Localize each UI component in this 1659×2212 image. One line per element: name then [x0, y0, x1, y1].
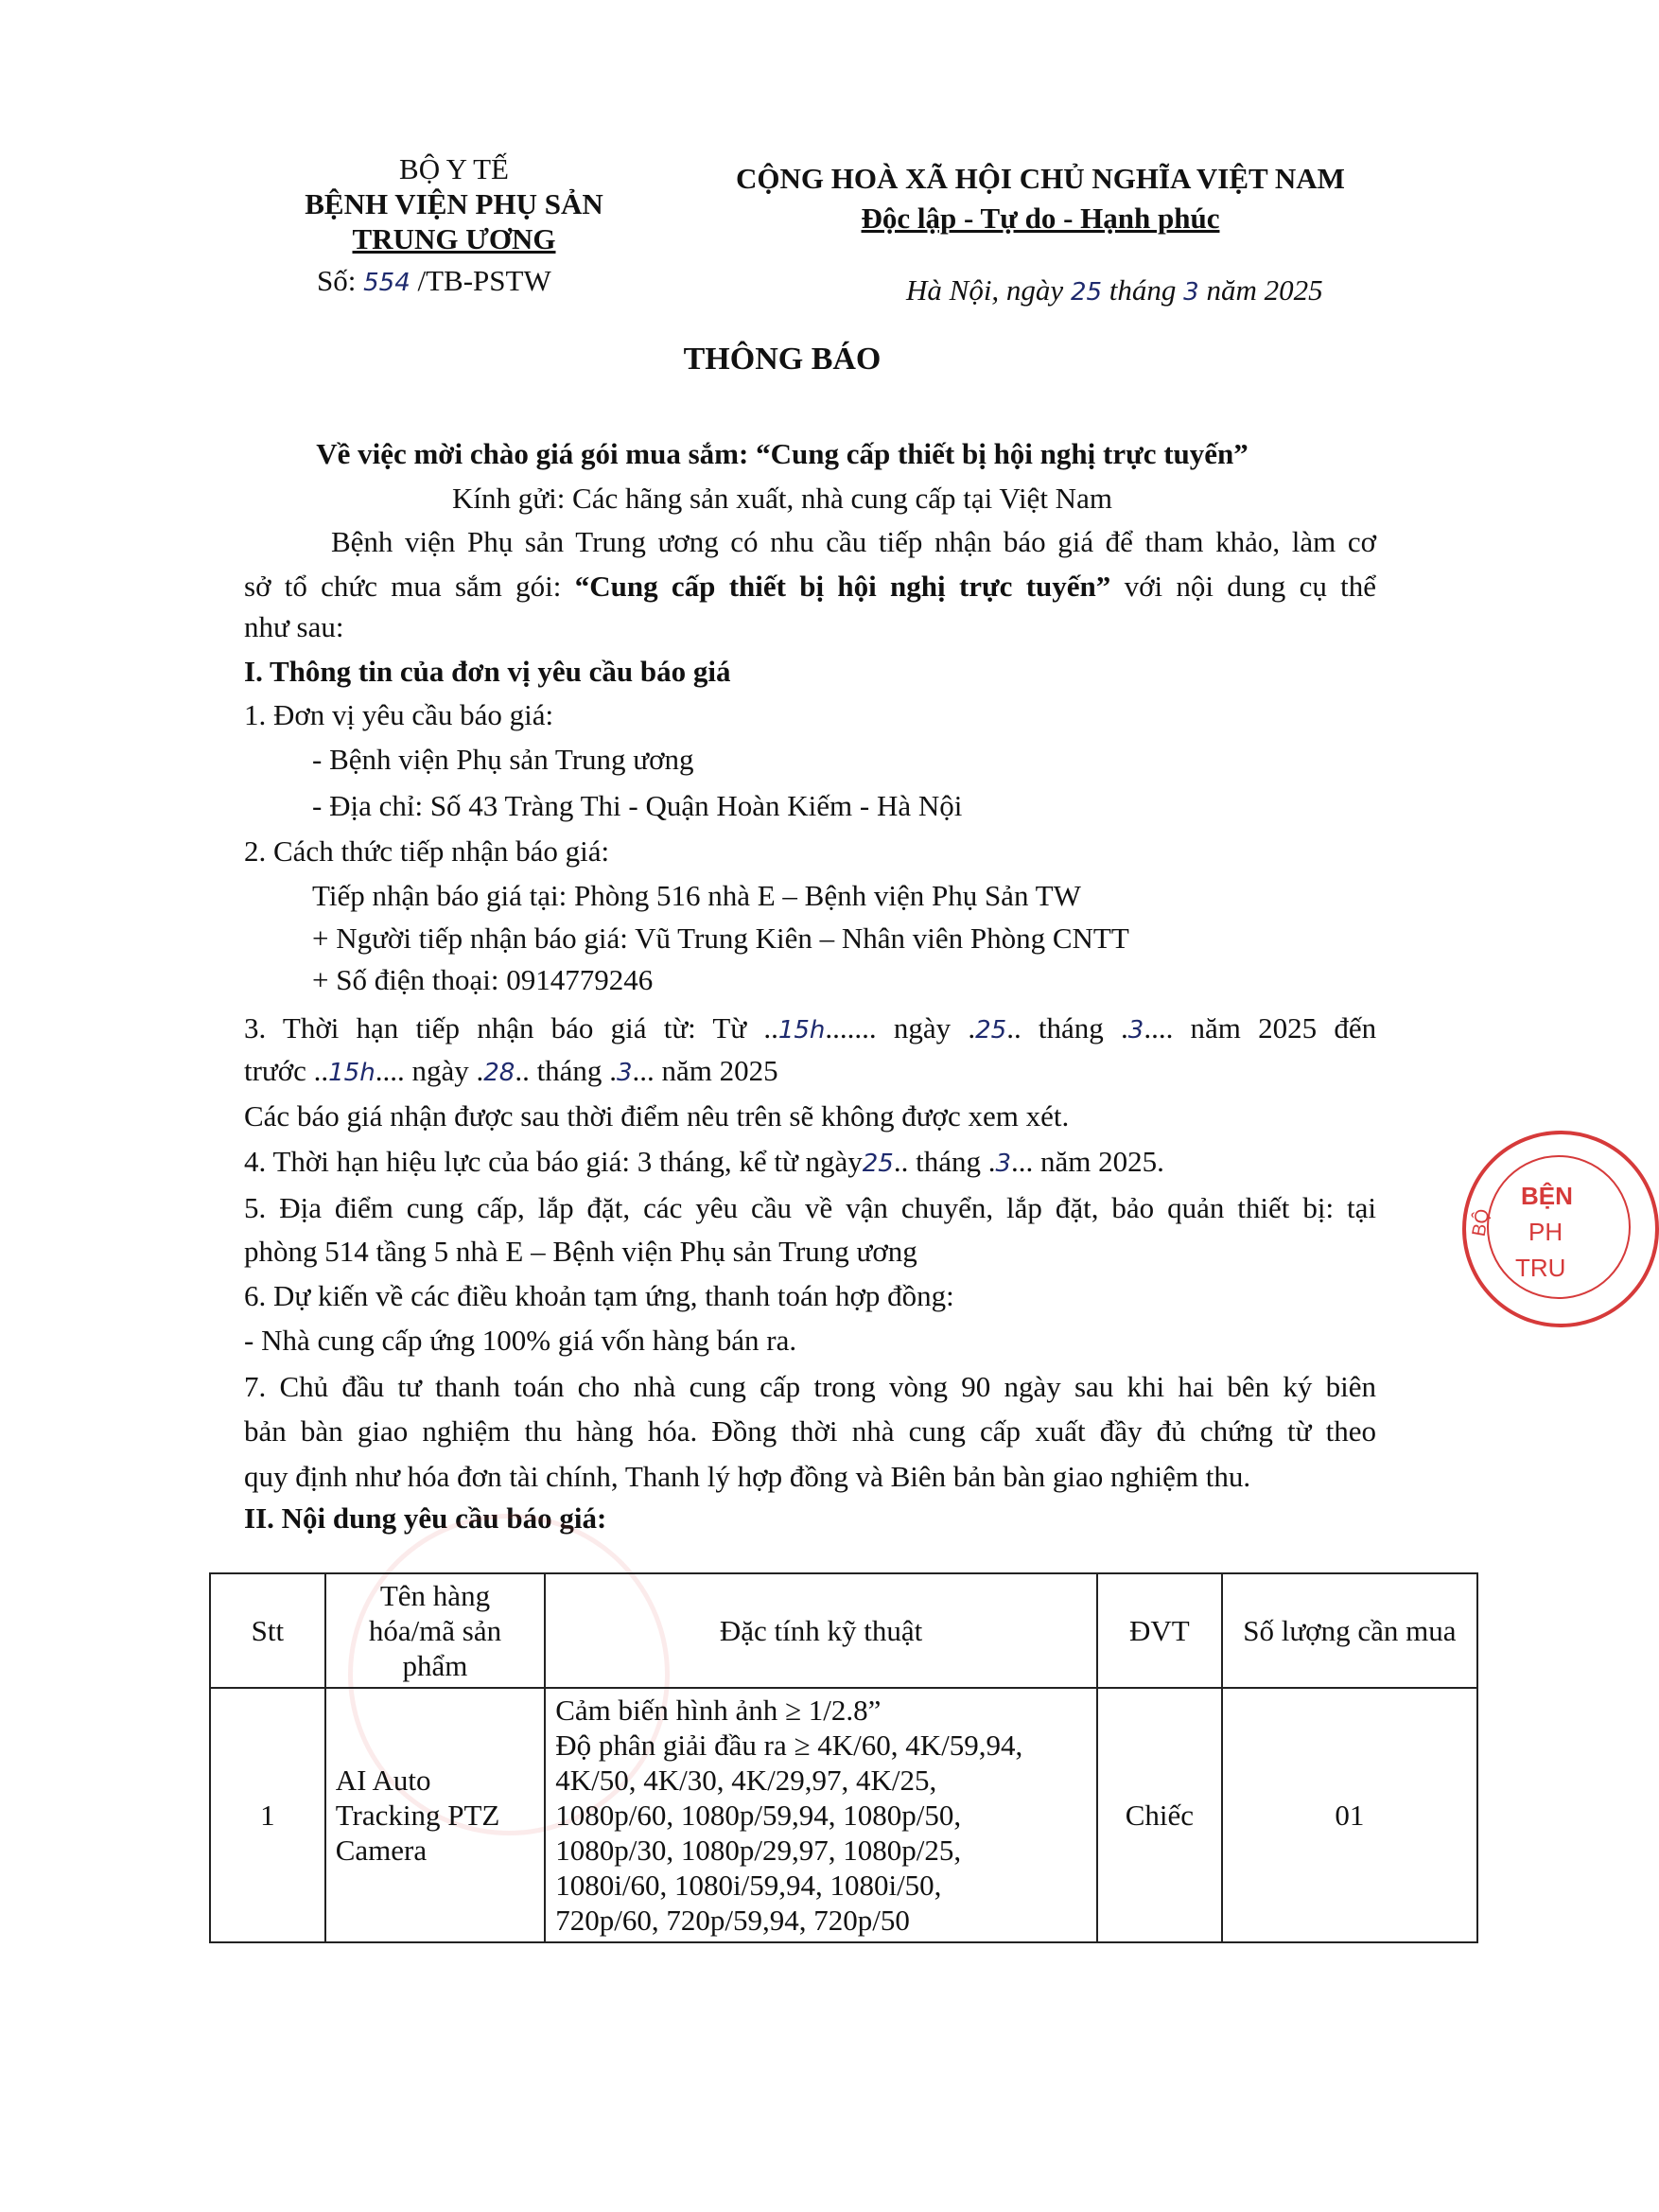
section-2-heading: II. Nội dung yêu cầu báo giá:: [244, 1501, 607, 1535]
item-3-day-from: .25..: [968, 1011, 1022, 1045]
cell-product-name: AI Auto Tracking PTZ Camera: [325, 1688, 546, 1942]
header-product-name: Tên hàng hóa/mã sản phẩm: [325, 1573, 546, 1688]
cell-stt: 1: [210, 1688, 325, 1942]
item-6-a: - Nhà cung cấp ứng 100% giá vốn hàng bán ra.: [244, 1324, 797, 1357]
item-3-g: tháng: [536, 1054, 602, 1087]
item-1-b: - Địa chỉ: Số 43 Tràng Thi - Quận Hoàn Kiếm - Hà Nội: [312, 789, 963, 822]
document-subject: Về việc mời chào giá gói mua sắm: “Cung cấp thiết bị hội nghị trực tuyến”: [316, 437, 1249, 470]
intro-line-2-c: với nội dung cụ thể: [1124, 570, 1377, 603]
header-spec: Đặc tính kỹ thuật: [545, 1573, 1097, 1688]
section-1-heading: I. Thông tin của đơn vị yêu cầu báo giá: [244, 655, 731, 688]
spec-line: 1080p/30, 1080p/29,97, 1080p/25,: [555, 1834, 962, 1867]
item-3-e: trước: [244, 1054, 306, 1087]
document-date: [906, 272, 1323, 310]
header-stt: Stt: [210, 1573, 325, 1688]
item-7-line-3: quy định như hóa đơn tài chính, Thanh lý hợp đồng và Biên bản bàn giao nghiệm thu.: [244, 1460, 1251, 1493]
date-year-label: năm 2025: [1206, 273, 1323, 307]
item-4-b: tháng: [916, 1145, 981, 1178]
header-quantity: Số lượng cần mua: [1222, 1573, 1477, 1688]
item-7-line-1: 7. Chủ đầu tư thanh toán cho nhà cung cấp trong vòng 90 ngày sau khi hai bên ký biên: [244, 1370, 1376, 1403]
item-2: 2. Cách thức tiếp nhận báo giá:: [244, 834, 610, 868]
item-3-month-from-handwritten: 3: [1127, 1016, 1144, 1045]
table-header-row: [210, 1573, 1477, 1688]
item-4-c: năm 2025.: [1040, 1145, 1164, 1178]
spec-line: 1080p/60, 1080p/59,94, 1080p/50,: [555, 1799, 962, 1832]
item-3-i: năm 2025: [661, 1054, 778, 1087]
date-month-handwritten: 3: [1183, 278, 1199, 307]
item-2-b: + Người tiếp nhận báo giá: Vũ Trung Kiên – Nhân viên Phòng CNTT: [312, 922, 1129, 955]
intro-line-2: [244, 568, 1376, 606]
red-seal-stamp: [1462, 1131, 1659, 1327]
date-month-label: tháng: [1109, 273, 1177, 307]
item-3-b: ngày: [893, 1011, 952, 1045]
recipient-line: Kính gửi: Các hãng sản xuất, nhà cung cấp tại Việt Nam: [452, 482, 1112, 515]
item-3-month-to: .3...: [609, 1054, 655, 1087]
date-day-handwritten: 25: [1070, 278, 1103, 307]
item-3-day-from-handwritten: 25: [975, 1016, 1007, 1045]
item-4-day-handwritten: 25: [862, 1150, 894, 1178]
item-1-a: - Bệnh viện Phụ sản Trung ương: [312, 743, 694, 776]
seal-text-side: BỘ: [1468, 1207, 1494, 1238]
item-7-line-2: bản bàn giao nghiệm thu hàng hóa. Đồng thời nhà cung cấp xuất đầy đủ chứng từ theo: [244, 1414, 1376, 1448]
item-3-hour-to-handwritten: 15h: [328, 1059, 375, 1087]
item-4-day: 25..: [862, 1145, 909, 1178]
item-2-c: + Số điện thoại: 0914779246: [312, 963, 654, 996]
hospital-name-line1: BỆNH VIỆN PHỤ SẢN: [305, 187, 603, 220]
intro-line-2-a: sở tổ chức mua sắm gói:: [244, 570, 562, 603]
hospital-name-line2-text: TRUNG ƯƠNG: [352, 222, 556, 255]
item-3-month-to-handwritten: 3: [616, 1059, 633, 1087]
item-3-c: tháng: [1038, 1011, 1104, 1045]
header-left: [251, 151, 657, 256]
item-5-line-2: phòng 514 tầng 5 nhà E – Bệnh viện Phụ sản Trung ương: [244, 1235, 917, 1268]
item-3-d: năm 2025 đến: [1190, 1011, 1377, 1045]
intro-line-1: Bệnh viện Phụ sản Trung ương có nhu cầu tiếp nhận báo giá để tham khảo, làm cơ: [331, 525, 1376, 558]
spec-line: Độ phân giải đầu ra ≥ 4K/60, 4K/59,94,: [555, 1729, 1023, 1762]
item-3-day-to-handwritten: 28: [483, 1059, 515, 1087]
item-3-note: Các báo giá nhận được sau thời điểm nêu trên sẽ không được xem xét.: [244, 1099, 1070, 1132]
table-row: [210, 1688, 1477, 1942]
header-unit: ĐVT: [1097, 1573, 1222, 1688]
cell-quantity: 01: [1222, 1688, 1477, 1942]
item-4-month-handwritten: 3: [995, 1150, 1012, 1178]
item-3-line-2: [244, 1052, 778, 1092]
motto: [695, 201, 1386, 236]
document-number: [317, 263, 551, 301]
item-3-month-from: .3....: [1121, 1011, 1174, 1045]
seal-text-mid: PH: [1528, 1218, 1563, 1246]
seal-text-top: BỆN: [1521, 1182, 1573, 1210]
document-number-suffix: /TB-PSTW: [417, 264, 551, 297]
item-3-line-1: [244, 1009, 1376, 1049]
item-3-hour-to: ..15h....: [313, 1054, 405, 1087]
seal-text-bot: TRU: [1515, 1254, 1566, 1282]
country-name: CỘNG HOÀ XÃ HỘI CHỦ NGHĨA VIỆT NAM: [736, 162, 1345, 195]
motto-text: Độc lập - Tự do - Hạnh phúc: [861, 202, 1220, 235]
item-3-hour-from: ..15h.......: [763, 1011, 877, 1045]
item-2-a: Tiếp nhận báo giá tại: Phòng 516 nhà E – Bệnh viện Phụ Sản TW: [312, 879, 1081, 912]
document-number-prefix: Số:: [317, 264, 357, 297]
date-prefix: Hà Nội, ngày: [906, 273, 1064, 307]
item-1: 1. Đơn vị yêu cầu báo giá:: [244, 698, 554, 731]
spec-line: 1080i/60, 1080i/59,94, 1080i/50,: [555, 1869, 942, 1902]
spec-line: 720p/60, 720p/59,94, 720p/50: [555, 1904, 910, 1937]
intro-package-name: “Cung cấp thiết bị hội nghị trực tuyến”: [574, 570, 1111, 603]
spec-line: Cảm biến hình ảnh ≥ 1/2.8”: [555, 1694, 882, 1727]
spec-table: [209, 1572, 1478, 1943]
item-3-day-to: .28..: [476, 1054, 530, 1087]
intro-line-3: như sau:: [244, 610, 344, 643]
document-title: THÔNG BÁO: [683, 342, 882, 377]
item-4-a: 4. Thời hạn hiệu lực của báo giá: 3 tháng, kể từ ngày: [244, 1145, 863, 1178]
item-3-hour-from-handwritten: 15h: [777, 1016, 826, 1045]
cell-spec: [545, 1688, 1097, 1942]
cell-unit: Chiếc: [1097, 1688, 1222, 1942]
item-3-a: 3. Thời hạn tiếp nhận báo giá từ: Từ: [244, 1011, 747, 1045]
item-4: [244, 1143, 1164, 1183]
hospital-name-line2: [251, 221, 657, 256]
item-5-line-1: 5. Địa điểm cung cấp, lắp đặt, các yêu cầu về vận chuyển, lắp đặt, bảo quản thiết bị: tại: [244, 1191, 1376, 1224]
item-3-f: ngày: [411, 1054, 469, 1087]
spec-line: 4K/50, 4K/30, 4K/29,97, 4K/25,: [555, 1764, 937, 1797]
document-number-handwritten: 554: [363, 269, 410, 297]
ministry-name: BỘ Y TẾ: [399, 152, 509, 185]
item-4-month: .3...: [987, 1145, 1034, 1178]
item-6: 6. Dự kiến về các điều khoản tạm ứng, thanh toán hợp đồng:: [244, 1279, 954, 1312]
